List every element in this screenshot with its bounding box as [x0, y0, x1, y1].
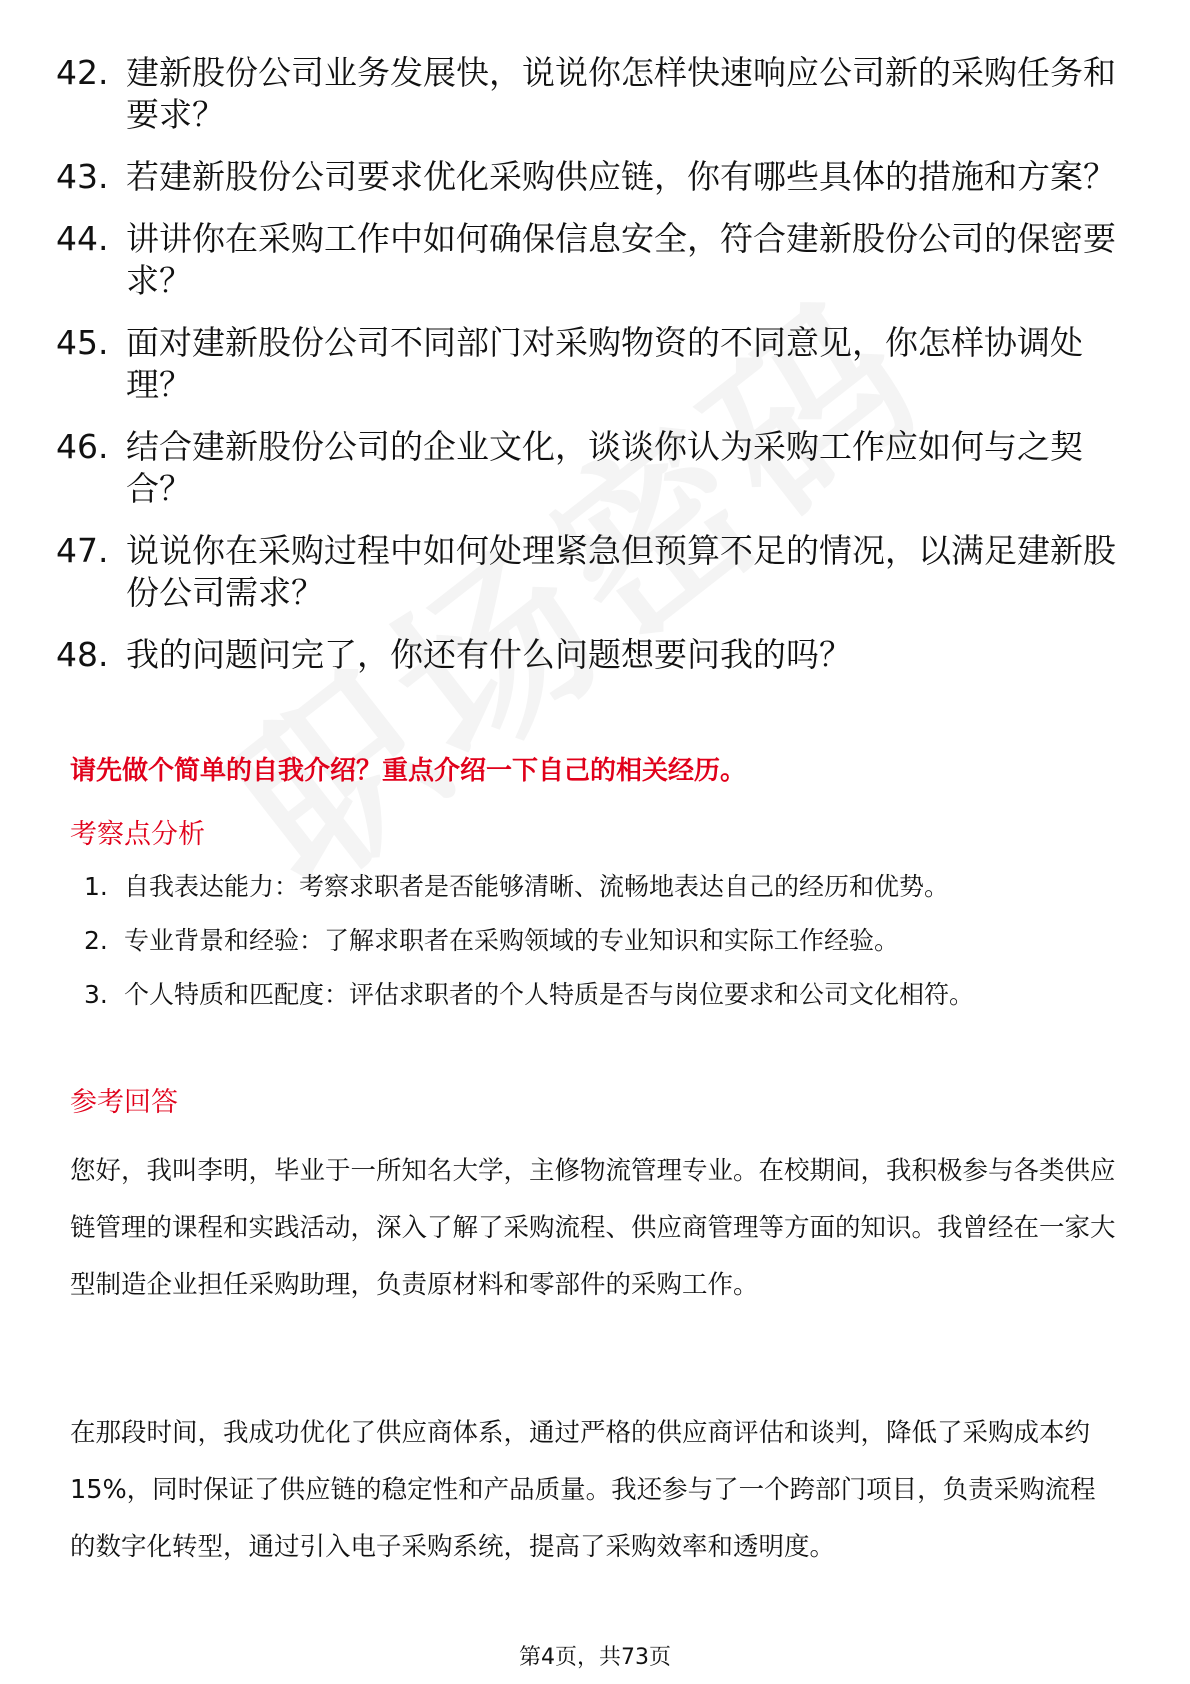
analysis-number: 2.	[84, 926, 108, 955]
question-item	[56, 218, 1116, 302]
analysis-item	[84, 870, 1134, 904]
answer-heading: 参考回答	[70, 1087, 178, 1118]
analysis-heading: 考察点分析	[70, 819, 205, 850]
analysis-text: 个人特质和匹配度：评估求职者的个人特质是否与岗位要求和公司文化相符。	[124, 980, 975, 1009]
analysis-item	[84, 924, 1134, 958]
analysis-item	[84, 978, 1134, 1012]
analysis-text: 自我表达能力：考察求职者是否能够清晰、流畅地表达自己的经历和优势。	[124, 872, 950, 901]
question-number: 48.	[56, 635, 109, 674]
question-text: 若建新股份公司要求优化采购供应链，你有哪些具体的措施和方案？	[126, 157, 1116, 196]
question-item	[56, 322, 1116, 406]
answer-paragraph: 在那段时间，我成功优化了供应商体系，通过严格的供应商评估和谈判，降低了采购成本约15%，同时保证了供应链的稳定性和产品质量。我还参与了一个跨部门项目，负责采购流程的数字化转型，通过引入电子采购系统，提高了采购效率和透明度。	[70, 1418, 1096, 1562]
question-title: 请先做个简单的自我介绍？重点介绍一下自己的相关经历。	[70, 756, 747, 786]
question-number: 45.	[56, 323, 109, 362]
page-footer: 第4页，共73页	[519, 1645, 671, 1670]
question-list	[56, 52, 1116, 696]
question-text: 结合建新股份公司的企业文化，谈谈你认为采购工作应如何与之契合？	[126, 427, 1083, 508]
question-number: 47.	[56, 531, 109, 570]
analysis-number: 1.	[84, 872, 108, 901]
question-item	[56, 530, 1116, 614]
question-item	[56, 52, 1116, 136]
analysis-text: 专业背景和经验：了解求职者在采购领域的专业知识和实际工作经验。	[124, 926, 900, 955]
question-text: 说说你在采购过程中如何处理紧急但预算不足的情况，以满足建新股份公司需求？	[126, 531, 1116, 612]
question-number: 44.	[56, 219, 109, 258]
question-number: 43.	[56, 157, 109, 196]
question-item	[56, 426, 1116, 510]
question-text: 面对建新股份公司不同部门对采购物资的不同意见，你怎样协调处理？	[126, 323, 1083, 404]
question-item	[56, 634, 1116, 676]
question-number: 42.	[56, 53, 109, 92]
question-text: 建新股份公司业务发展快，说说你怎样快速响应公司新的采购任务和要求？	[126, 53, 1116, 134]
answer-paragraph: 您好，我叫李明，毕业于一所知名大学，主修物流管理专业。在校期间，我积极参与各类供应链管理的课程和实践活动，深入了解了采购流程、供应商管理等方面的知识。我曾经在一家大型制造企业担任采购助理，负责原材料和零部件的采购工作。	[70, 1156, 1116, 1300]
analysis-number: 3.	[84, 980, 108, 1009]
question-text: 我的问题问完了，你还有什么问题想要问我的吗？	[126, 635, 852, 674]
question-item	[56, 156, 1116, 198]
analysis-list	[84, 870, 1134, 1032]
question-text: 讲讲你在采购工作中如何确保信息安全，符合建新股份公司的保密要求？	[126, 219, 1116, 300]
question-number: 46.	[56, 427, 109, 466]
